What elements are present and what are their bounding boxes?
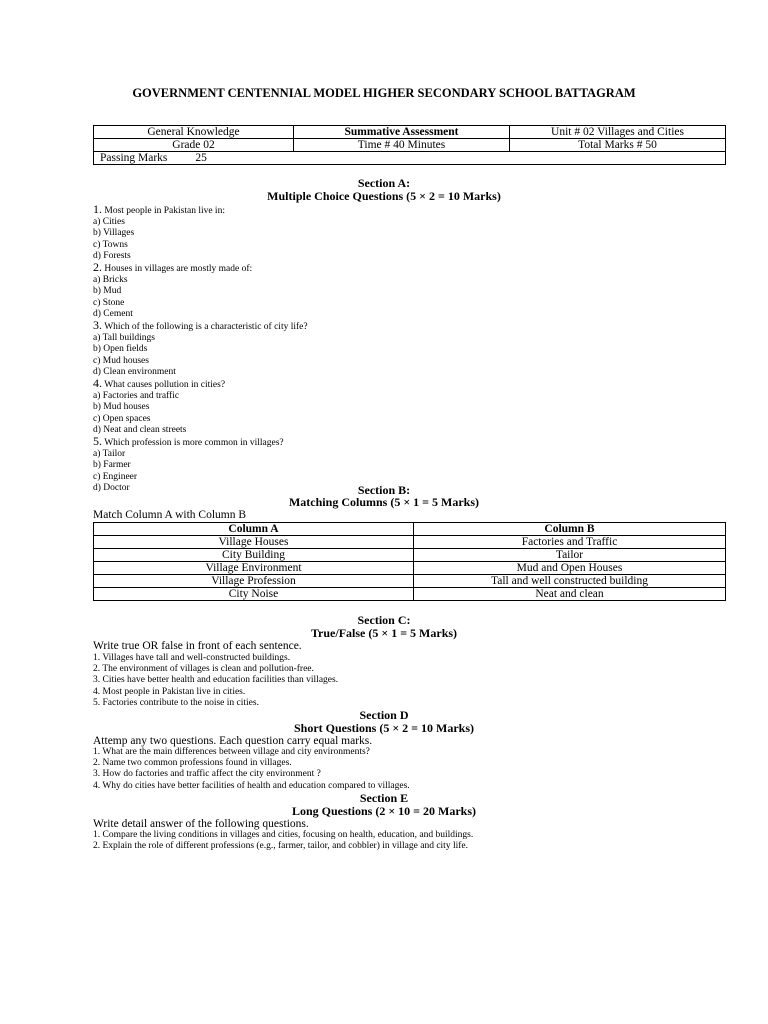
mcq-option: a) Factories and traffic <box>93 391 180 402</box>
unit-cell: Unit # 02 Villages and Cities <box>510 126 726 139</box>
column-b-header: Column B <box>414 523 726 536</box>
section-a-title: Section A: <box>357 176 411 190</box>
mcq-question <box>93 320 733 333</box>
passing-marks-value: 25 <box>195 152 207 164</box>
mcq-option: d) Cement <box>93 308 133 319</box>
section-d-title: Section D <box>359 708 409 722</box>
short-questions-list <box>93 747 733 792</box>
grade-cell: Grade 02 <box>94 139 294 152</box>
matching-table <box>93 522 726 601</box>
section-c-title: Section C: <box>357 613 411 627</box>
column-b-cell: Neat and clean <box>414 588 726 601</box>
mcq-option: c) Stone <box>93 297 125 308</box>
column-b-cell: Tall and well constructed building <box>414 575 726 588</box>
matching-row <box>94 588 726 601</box>
school-title: GOVERNMENT CENTENNIAL MODEL HIGHER SECONDARY SCHOOL BATTAGRAM <box>132 86 636 100</box>
mcq-option: d) Doctor <box>93 482 130 493</box>
column-b-cell: Mud and Open Houses <box>414 562 726 575</box>
question-text: Most people in Pakistan live in: <box>102 206 225 216</box>
matching-row <box>94 575 726 588</box>
section-b-subtitle: Matching Columns (5 × 1 = 5 Marks) <box>288 495 479 509</box>
mcq-option: a) Cities <box>93 217 125 228</box>
mcq-option: c) Towns <box>93 239 128 250</box>
passing-marks-cell <box>94 152 726 165</box>
question-text: Houses in villages are mostly made of: <box>102 264 253 275</box>
true-false-item: 1. Villages have tall and well-constructed buildings. <box>93 653 291 663</box>
question-text: What causes pollution in cities? <box>102 380 226 391</box>
section-e-title: Section E <box>359 791 409 805</box>
mcq-option: b) Villages <box>93 228 135 239</box>
true-false-item: 5. Factories contribute to the noise in cities. <box>93 697 259 708</box>
section-e-subtitle: Long Questions (2 × 10 = 20 Marks) <box>291 804 477 818</box>
long-question-item: 2. Explain the role of different professions (e.g., farmer, tailor, and cobbler) in village and city life. <box>93 841 468 852</box>
assessment-cell: Summative Assessment <box>294 126 510 139</box>
mcq-option: d) Neat and clean streets <box>93 424 187 435</box>
question-text: Which of the following is a characteristic of city life? <box>102 322 308 333</box>
mcq-question <box>93 262 733 275</box>
column-a-cell: Village Environment <box>94 562 414 575</box>
mcq-option: c) Open spaces <box>93 413 151 424</box>
subject-cell: General Knowledge <box>94 126 294 139</box>
time-cell: Time # 40 Minutes <box>294 139 510 152</box>
matching-row <box>94 562 726 575</box>
column-a-header: Column A <box>94 523 414 536</box>
section-b-title: Section B: <box>357 483 411 497</box>
mcq-option: b) Mud houses <box>93 402 150 413</box>
passing-marks-label: Passing Marks <box>100 152 168 164</box>
long-questions-list <box>93 830 733 852</box>
short-question-item: 3. How do factories and traffic affect the city environment ? <box>93 769 321 780</box>
short-question-item: 4. Why do cities have better facilities of health and education compared to villages. <box>93 780 410 791</box>
true-false-list <box>93 653 733 709</box>
mcq-option: b) Open fields <box>93 344 148 355</box>
column-b-cell: Factories and Traffic <box>414 536 726 549</box>
total-marks-cell: Total Marks # 50 <box>510 139 726 152</box>
mcq-question <box>93 204 733 217</box>
mcq-list <box>93 204 733 494</box>
mcq-question <box>93 436 733 449</box>
section-d-subtitle: Short Questions (5 × 2 = 10 Marks) <box>293 721 474 735</box>
long-question-item: 1. Compare the living conditions in villages and cities, focusing on health, education, and buildings. <box>93 830 474 840</box>
exam-info-table <box>93 125 726 165</box>
column-a-cell: City Noise <box>94 588 414 601</box>
section-e-instruction: Write detail answer of the following questions. <box>93 818 309 830</box>
true-false-item: 3. Cities have better health and education facilities than villages. <box>93 675 339 686</box>
question-number: 4. <box>93 376 102 391</box>
section-b-instruction: Match Column A with Column B <box>93 509 247 521</box>
mcq-option: a) Tailor <box>93 449 126 460</box>
question-number: 1. <box>93 202 102 216</box>
question-number: 2. <box>93 260 102 275</box>
column-a-cell: Village Profession <box>94 575 414 588</box>
section-d-instruction: Attemp any two questions. Each question carry equal marks. <box>93 735 373 747</box>
mcq-option: a) Bricks <box>93 275 128 286</box>
column-b-cell: Tailor <box>414 549 726 562</box>
mcq-option: a) Tall buildings <box>93 333 155 344</box>
mcq-option: c) Mud houses <box>93 355 149 366</box>
true-false-item: 2. The environment of villages is clean and pollution-free. <box>93 664 314 675</box>
short-question-item: 1. What are the main differences between village and city environments? <box>93 747 370 757</box>
section-c-subtitle: True/False (5 × 1 = 5 Marks) <box>310 626 458 640</box>
short-question-item: 2. Name two common professions found in villages. <box>93 758 292 769</box>
question-text: Which profession is more common in villages? <box>102 438 284 449</box>
question-number: 5. <box>93 434 102 449</box>
mcq-option: d) Forests <box>93 250 131 261</box>
section-a-subtitle: Multiple Choice Questions (5 × 2 = 10 Marks) <box>267 189 501 203</box>
column-a-cell: City Building <box>94 549 414 562</box>
mcq-option: b) Mud <box>93 286 122 297</box>
column-a-cell: Village Houses <box>94 536 414 549</box>
mcq-question <box>93 378 733 391</box>
matching-row <box>94 536 726 549</box>
mcq-option: d) Clean environment <box>93 366 176 377</box>
question-number: 3. <box>93 318 102 333</box>
mcq-option: c) Engineer <box>93 471 138 482</box>
true-false-item: 4. Most people in Pakistan live in cities. <box>93 686 246 697</box>
matching-row <box>94 549 726 562</box>
mcq-option: b) Farmer <box>93 460 131 471</box>
section-c-instruction: Write true OR false in front of each sentence. <box>93 640 302 652</box>
